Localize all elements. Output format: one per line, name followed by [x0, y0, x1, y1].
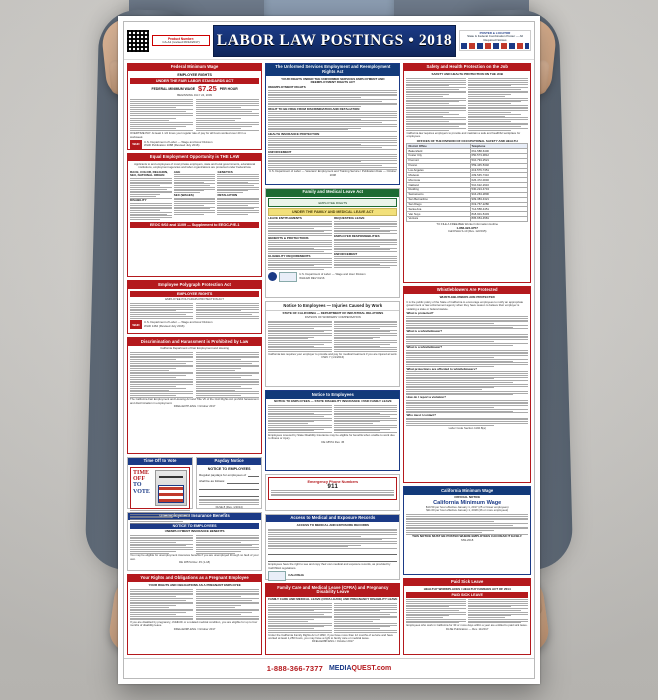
- office-phone: 909-383-4321: [470, 197, 527, 202]
- footer-brand: [329, 665, 391, 672]
- field-input-2[interactable]: [268, 557, 397, 562]
- column-middle: [265, 63, 400, 655]
- panel-subheader: Applicants to and employees of most private employers, state and local governments, educational institutions, employment agencies and labor organizations are protected under Federal law: [134, 161, 256, 169]
- panel-header: The Unformed Services Employment and Reemployment Rights Act: [266, 64, 399, 76]
- section-body-5: [217, 174, 259, 193]
- agency-name: U.S. Department of Labor — Wage and Hour Division: [299, 272, 366, 277]
- panel-header: Notice to Employees: [266, 391, 399, 398]
- agency-name: U.S. Department of Labor — Wage and Hour Division: [144, 140, 213, 145]
- agency-code: WHD 1462 (Revised July 2016): [144, 323, 185, 328]
- question-5: How do I report a violation?: [406, 395, 446, 400]
- section-title-3: HEALTH INSURANCE PROTECTION: [268, 131, 320, 136]
- body-text: [406, 514, 528, 534]
- hotline-label: TO FILE A FREE-BEE Worker Information Hotline: [436, 222, 499, 227]
- footer-brand-suffix: QUEST.com: [351, 665, 392, 672]
- panel-subheader: SAFETY AND HEALTH PROTECTION ON THE JOB: [431, 72, 503, 77]
- panel-header: Notice to Employees — Injuries Caused by Work: [266, 302, 399, 310]
- office-name: Fresno: [407, 163, 470, 168]
- footer-phone: 1-888-366-7377: [266, 664, 323, 673]
- body-note: Employees have the right to see and copy their own medical and exposure records, as provided by Cal/OSHA regulations.: [268, 562, 391, 570]
- question-2: What is a whistleblower?: [406, 329, 443, 334]
- office-name: Fremont: [407, 158, 470, 163]
- panel-footer-note: DWC 7 (1/1/2016): [321, 355, 345, 360]
- section-body-1: [268, 221, 331, 236]
- section-body-2: [130, 203, 172, 220]
- panel-notice-to-employees-injuries: [265, 301, 400, 387]
- vote-graphic: [130, 467, 190, 509]
- agency-name: U.S. Department of Labor — Wage and Hour Division: [144, 320, 213, 325]
- panel-header: California Minimum Wage: [404, 487, 530, 494]
- body-note: California law requires employers to provide and maintain a safe and healthful workplace for employees.: [406, 130, 521, 138]
- wage-effective-date: BEGINNING JULY 24, 2009: [177, 92, 212, 97]
- whd-logo-icon: [279, 272, 297, 282]
- panel-subheader: YOUR RIGHTS AND OBLIGATIONS AS A PREGNANT EMPLOYEE: [148, 582, 241, 587]
- panel-intro: It is the public policy of the State of California to encourage employees to notify an appropriate government or law enforcement agency when they have reason to believe their employer is violating a state or federal statute.: [406, 299, 524, 311]
- qr-code-icon: [127, 30, 149, 52]
- panel-subheader: NOTICE TO EMPLOYEES: [130, 523, 259, 529]
- column-left: [127, 63, 262, 655]
- panel-header: Paid Sick Leave: [404, 579, 530, 586]
- poster-right-badge-title: POSTER & LOCATOR: [479, 30, 511, 35]
- section-body-4: [268, 154, 397, 169]
- panel-header: Whistleblowers Are Protected: [404, 287, 530, 294]
- panel-header: Employee Polygraph Protection Act: [128, 281, 261, 288]
- body-text-right: [196, 352, 259, 398]
- agency-code: WH1420 REV 04/16: [299, 275, 325, 280]
- panel-subheader-2: UNDER THE FAIR LABOR STANDARDS ACT: [130, 78, 259, 84]
- panel-emergency-phone-numbers: [265, 474, 400, 510]
- panel-header: Family and Medical Leave Act: [266, 189, 399, 196]
- panel-header: Unemployment Insurance Benefits: [128, 513, 261, 520]
- section-body-1: [130, 178, 172, 198]
- panel-subheader: FAMILY CARE AND MEDICAL LEAVE (CFRA LEAVE) AND PREGNANCY DISABILITY LEAVE: [268, 597, 398, 602]
- field-label-1: Regular paydays for employees of: [199, 472, 247, 477]
- section-title-1: REEMPLOYMENT RIGHTS: [268, 85, 306, 90]
- office-name: Redding: [407, 187, 470, 192]
- panel-subheader-2: UNDER THE FAMILY AND MEDICAL LEAVE ACT: [268, 208, 397, 216]
- emergency-phone-block: [268, 477, 397, 500]
- body-text-right: [468, 78, 528, 131]
- panel-footer-note: DLSE 8 (Rev. 1/2014): [215, 504, 243, 509]
- office-name: Sacramento: [407, 192, 470, 197]
- wage-value: $7.25: [197, 84, 217, 94]
- body-note: If you are disabled by pregnancy, childbirth or a related medical condition, you are eligible for up to four months of disability leave.: [130, 620, 258, 628]
- panel-footer-note: DLSE Publication — Rev. 11/2017: [446, 626, 489, 631]
- body-text-right: [334, 321, 397, 353]
- section-title-1: LEAVE ENTITLEMENTS: [268, 216, 302, 221]
- panel-uniformed-services-rights-act: [265, 63, 400, 185]
- field-label-2: shall be as follows:: [199, 479, 226, 484]
- office-name: Los Angeles: [407, 168, 470, 173]
- body-note: Employees who work in California for 30 or more days within a year are entitled to paid sick leave.: [406, 623, 528, 628]
- field-input-1[interactable]: [268, 550, 397, 555]
- panel-subheader-2: DIVISION OF WORKERS' COMPENSATION: [304, 314, 361, 319]
- body-text-right: [196, 589, 259, 621]
- panel-rights-obligations-pregnant-employee: [127, 574, 262, 655]
- panel-footer-note: Cal/OSHA S-10 (Rev. 12/2015): [447, 229, 487, 234]
- body-text-right: [334, 603, 397, 633]
- office-name: Santa Ana: [407, 207, 470, 212]
- section-body-1: [268, 90, 397, 107]
- panel-footer-note: DFEH-E08P-ENG / October 2017: [311, 639, 354, 644]
- emergency-fields: [271, 490, 394, 496]
- office-name: Oakland: [407, 183, 470, 188]
- emergency-number: 911: [327, 484, 339, 491]
- panel-equal-employment-opportunity: [127, 153, 262, 278]
- poster-right-badge: [459, 30, 531, 52]
- panel-access-to-medical-and-exposure-records: [265, 514, 400, 581]
- body-text-right: [196, 535, 259, 555]
- section-body-3: [268, 258, 331, 270]
- panel-subheader: WHISTLEBLOWERS ARE PROTECTED: [439, 294, 495, 299]
- body-text: [199, 499, 259, 505]
- office-phone: 661-588-6400: [470, 149, 527, 154]
- product-number-block: [152, 35, 210, 47]
- wage-label: FEDERAL MINIMUM WAGE: [151, 87, 195, 92]
- office-phone: 209-545-7310: [470, 173, 527, 178]
- emergency-title: Emergency Phone Numbers: [307, 480, 359, 485]
- body-text-left: [406, 78, 466, 131]
- panel-header: Time Off to Vote: [128, 458, 192, 465]
- body-note: OVERTIME PAY: At least 1 1/2 times your regular rate of pay for all hours worked over 40 in a workweek.: [130, 131, 246, 139]
- section-title-4: SEX (WAGES): [173, 193, 194, 198]
- vote-title-line1: TIME OFF: [133, 469, 150, 483]
- body-text-left: [406, 599, 466, 624]
- panel-subheader: EMPLOYEE RIGHTS: [268, 198, 397, 207]
- body-text-right: [196, 303, 259, 319]
- body-note: Employees covered by State Disability Insurance may be eligible for benefits when unable to work due to illness or injury.: [268, 432, 395, 441]
- panel-header: Your Rights and Obligations as a Pregnant Employee: [128, 575, 261, 582]
- body-text-left: [130, 303, 193, 319]
- cal-osha-logo-icon: [268, 571, 286, 581]
- panel-subheader: STATE OF CALIFORNIA — DEPARTMENT OF INDUSTRIAL RELATIONS: [282, 311, 384, 316]
- office-phone: 213-576-7451: [470, 168, 527, 173]
- office-name: Foster City: [407, 154, 470, 159]
- panel-federal-minimum-wage: [127, 63, 262, 150]
- office-name: Monrovia: [407, 178, 470, 183]
- question-3: What is a whistleblower?: [406, 345, 443, 350]
- panel-whistleblowers-are-protected: [403, 286, 531, 483]
- body-text-left: [130, 99, 193, 133]
- agency-logo-row: [130, 140, 259, 149]
- panel-subheader-2: EMPLOYEE POLYGRAPH PROTECTION ACT: [165, 297, 224, 302]
- field-input-4[interactable]: [199, 492, 259, 497]
- agency-logo-row: [268, 272, 397, 282]
- panel-header: Family Care and Medical Leave (CFRA) and Pregnancy Disability Leave: [266, 584, 399, 596]
- question-body-2: [406, 334, 528, 346]
- panel-footer-note: EEOC 9/02 and 11/09 — Supplement to EEOC-P/E-1: [130, 222, 259, 228]
- office-name: Van Nuys: [407, 212, 470, 217]
- table-title: OFFICES OF THE DIVISION OF OCCUPATIONAL SAFETY AND HEALTH: [416, 138, 518, 143]
- office-phone: 818-901-5403: [470, 212, 527, 217]
- panel-header: Safety and Health Protection on the Job: [404, 64, 530, 71]
- office-name: Ventura: [407, 217, 470, 222]
- panel-footer-note: MW-2018: [461, 538, 474, 543]
- panel-subheader: EMPLOYEE RIGHTS: [177, 73, 212, 78]
- office-name: San Diego: [407, 202, 470, 207]
- body-text-left: [268, 603, 331, 633]
- field-input-3[interactable]: [199, 485, 259, 490]
- panel-discrimination-and-harassment: [127, 337, 262, 454]
- poster-header: [124, 22, 534, 60]
- office-name: San Bernardino: [407, 197, 470, 202]
- panel-header: Federal Minimum Wage: [128, 64, 261, 71]
- cal-osha-logo-row: [268, 571, 397, 581]
- panel-footer-note: DFEH-E09P-ENG / October 2017: [173, 626, 216, 631]
- office-name: Bakersfield: [407, 149, 470, 154]
- question-6: Who must I contact?: [406, 413, 436, 418]
- panel-family-and-medical-leave-act: [265, 188, 400, 298]
- product-number-label: Product Number:: [167, 36, 195, 41]
- panel-subheader: YOUR RIGHTS UNDER THE UNIFORMED SERVICES EMPLOYMENT AND REEMPLOYMENT RIGHTS ACT: [281, 76, 385, 85]
- district-offices-table: [406, 143, 528, 222]
- panel-header: Equal Employment Opportunity is THE LAW: [128, 154, 261, 161]
- question-body-5: [406, 400, 528, 413]
- panel-subheader: OFFICIAL NOTICE: [454, 495, 481, 500]
- body-text-left: [130, 589, 193, 621]
- panel-subheader-2: UNEMPLOYMENT INSURANCE BENEFITS: [164, 528, 225, 533]
- table-header-1: Telephone: [470, 144, 527, 149]
- ballot-box-icon: [155, 470, 187, 506]
- panel-family-care-and-medical-leave: [265, 583, 400, 655]
- table-header-0: District Office: [407, 144, 470, 149]
- section-body-6: [334, 256, 397, 268]
- section-title-3: ELIGIBILITY REQUIREMENTS: [268, 253, 311, 258]
- office-phone: 916-263-2800: [470, 192, 527, 197]
- poster-right-badge-text: State & Federal Combination Poster — All Required Notices: [467, 34, 523, 42]
- section-title-4: ENFORCEMENT: [268, 149, 292, 154]
- section-body-6: [217, 198, 259, 215]
- office-phone: 714-558-4451: [470, 207, 527, 212]
- poster-columns: [124, 60, 534, 658]
- section-body-4: [174, 198, 216, 215]
- question-1: What is protected?: [406, 311, 434, 316]
- panel-payday-notice: [196, 457, 262, 509]
- panel-footer-note: DE 1857A Rev. 45: [321, 439, 345, 444]
- body-text-right: [468, 599, 528, 624]
- section-title-2: BENEFITS & PROTECTIONS: [268, 235, 309, 240]
- panel-title: California Minimum Wage: [433, 499, 502, 506]
- office-phone: 530-224-4743: [470, 187, 527, 192]
- section-title-3: AGE: [173, 169, 181, 174]
- panel-subheader: HEALTHY WORKPLACES / HEALTHY FAMILIES ACT OF 2014: [423, 586, 511, 591]
- office-phone: 559-445-5302: [470, 163, 527, 168]
- question-4: What protections are afforded to whistleblowers?: [406, 366, 477, 371]
- table-row: [407, 217, 528, 222]
- agency-logo-row: [130, 320, 259, 329]
- product-number-value: CA-A1 (revised 06/12/2017): [162, 39, 200, 44]
- office-phone: 805-654-4581: [470, 217, 527, 222]
- body-note: THIS NOTICE MUST BE POSTED WHERE EMPLOYEES CAN READ IT EASILY.: [412, 534, 523, 539]
- panel-notice-to-employees-sdi: [265, 390, 400, 471]
- panel-subheader: California Department of Fair Employment and Housing: [160, 346, 229, 351]
- body-text-left: [268, 405, 331, 434]
- office-phone: 626-472-0046: [470, 178, 527, 183]
- panel-header: Access to Medical and Exposure Records: [266, 515, 399, 522]
- hotline-number: 1-866-924-9757: [456, 225, 478, 230]
- rate-note-1: $10.50 per hour effective January 1, 2017 (25 or fewer employees): [425, 504, 509, 509]
- cal-osha-logo-text: CAL/OSHA: [288, 573, 304, 578]
- panel-subheader-2: PAID SICK LEAVE: [406, 592, 528, 598]
- panel-header: Discrimination and Harassment is Prohibited by Law: [128, 338, 261, 345]
- dol-eagle-icon: WHD: [130, 320, 142, 329]
- body-note: California law requires your employer to provide and pay for medical treatment if you are injured at work.: [268, 351, 398, 356]
- office-phone: 619-767-2280: [470, 202, 527, 207]
- question-body-1: [406, 316, 528, 329]
- panel-footer-note: Labor Code Section 1102.8(a): [448, 425, 486, 430]
- body-note: Under the California Family Rights Act of 1993, if you have more than 12 months of service and have worked at least 1,250 hours, you may have a right to family care or medical leave.: [268, 632, 393, 640]
- poster-title: LABOR LAW POSTINGS • 2018: [216, 31, 453, 49]
- section-title-6: RETALIATION: [217, 193, 238, 198]
- panel-safety-and-health-protection: [403, 63, 531, 283]
- flag-strip: [461, 43, 529, 49]
- panel-california-minimum-wage: [403, 486, 531, 575]
- dol-seal-icon: [268, 272, 277, 281]
- question-body-3: [406, 350, 528, 367]
- panel-paid-sick-leave: [403, 578, 531, 655]
- body-note: You may be eligible for unemployment insurance benefits if you are unemployed through no fault of your own.: [130, 553, 259, 561]
- section-title-5: GENETICS: [217, 169, 233, 174]
- body-text: [268, 529, 397, 549]
- office-phone: 510-794-2521: [470, 158, 527, 163]
- panel-footer-note: DFEH-E07P-ENG / October 2017: [173, 404, 216, 409]
- panel-footer-note: DE 1857A Rev. 45 (1-18): [179, 560, 211, 565]
- body-text-right: [334, 405, 397, 434]
- labor-law-poster: [118, 16, 540, 684]
- section-title-6: ENFORCEMENT: [334, 251, 358, 256]
- question-body-6: [406, 418, 528, 426]
- column-right: [403, 63, 531, 655]
- section-body-5: [334, 239, 397, 252]
- agency-code: WHD Publication 1088 (Revised July 2016): [144, 143, 200, 148]
- section-body-2: [268, 240, 331, 253]
- section-body-3: [174, 174, 216, 193]
- panel-footer-note: U.S. Department of Labor — Veterans' Employment and Training Service / Publication Date — October 2008: [269, 169, 397, 177]
- body-text-right: [196, 99, 259, 133]
- section-title-2: RIGHT TO BE FREE FROM DISCRIMINATION AND RETALIATION: [268, 106, 360, 111]
- question-body-4: [406, 371, 528, 395]
- office-phone: 510-622-2916: [470, 183, 527, 188]
- office-name: Modesto: [407, 173, 470, 178]
- body-text-left: [268, 321, 331, 353]
- poster-title-band: [213, 25, 456, 57]
- section-title-1: RACE, COLOR, RELIGION, SEX, NATIONAL ORIGIN: [130, 169, 169, 178]
- body-text-left: [130, 352, 193, 398]
- panel-subheader: NOTICE TO EMPLOYEES — STATE DISABILITY INSURANCE / PAID FAMILY LEAVE: [274, 399, 392, 404]
- dol-eagle-icon: WHD: [130, 140, 142, 149]
- section-title-5: EMPLOYER RESPONSIBILITIES: [334, 234, 380, 238]
- section-body-4: [334, 221, 397, 234]
- section-body-2: [268, 111, 397, 131]
- poster-footer: [124, 658, 534, 678]
- office-phone: 650-573-3812: [470, 154, 527, 159]
- field-input-1[interactable]: [248, 472, 259, 477]
- section-title-4: REQUESTING LEAVE: [334, 216, 365, 221]
- body-note: The California Fair Employment and Housing Act and Title VII of the Civil Rights Act prohibit harassment and discrimination in employment.: [130, 397, 259, 405]
- panel-time-off-to-vote: [127, 457, 193, 509]
- body-text-left: [130, 535, 193, 555]
- footer-brand-prefix: MEDIA: [328, 665, 352, 672]
- rate-note-2: $11.00 per hour effective January 1, 2018 (26 or more employees): [426, 508, 509, 513]
- panel-subheader: NOTICE TO EMPLOYEES: [207, 466, 251, 471]
- section-body-3: [268, 136, 397, 149]
- panel-subheader: ACCESS TO MEDICAL AND EXPOSURE RECORDS: [296, 522, 370, 527]
- vote-title-line2: TO VOTE: [133, 482, 150, 495]
- section-title-2: DISABILITY: [130, 198, 147, 203]
- panel-employee-polygraph-protection-act: [127, 280, 262, 334]
- panel-header: Payday Notice: [197, 458, 261, 465]
- wage-note: PER HOUR: [219, 87, 238, 92]
- field-input-2[interactable]: [227, 479, 259, 484]
- panel-subheader: EMPLOYEE RIGHTS: [130, 291, 259, 297]
